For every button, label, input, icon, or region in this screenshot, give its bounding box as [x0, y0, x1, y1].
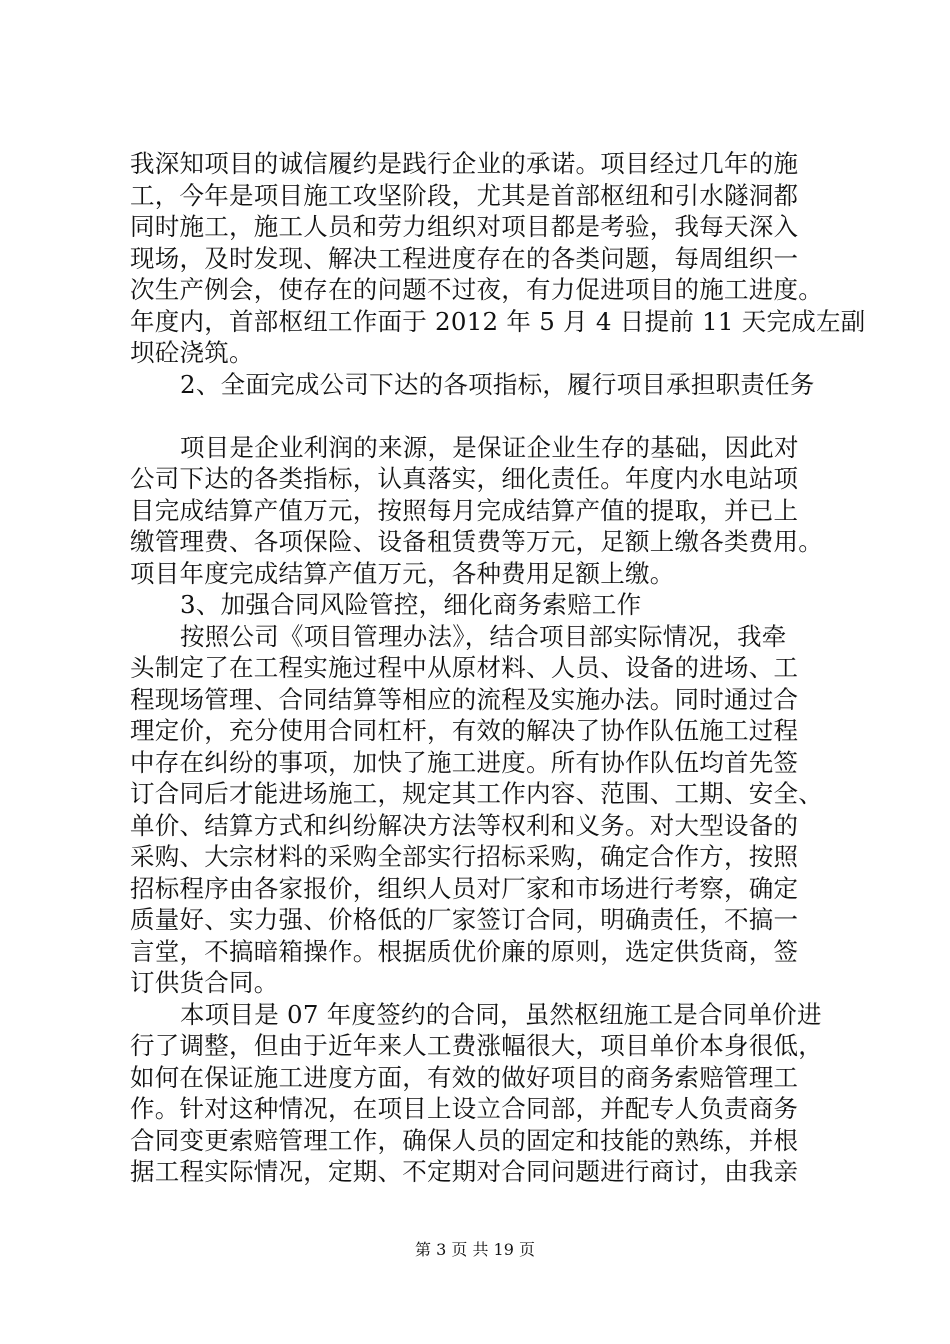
paragraph-line: 订供货合同。 [130, 968, 279, 997]
paragraph-line: 作。针对这种情况，在项目上设立合同部，并配专人负责商务 [130, 1094, 799, 1123]
paragraph-line: 次生产例会，使存在的问题不过夜，有力促进项目的施工进度。 [130, 275, 823, 304]
paragraph-line: 本项目是 07 年度签约的合同，虽然枢纽施工是合同单价进 [180, 999, 822, 1029]
paragraph-line: 中存在纠纷的事项，加快了施工进度。所有协作队伍均首先签 [130, 747, 799, 777]
paragraph-line: 订合同后才能进场施工，规定其工作内容、范围、工期、安全、 [130, 779, 823, 808]
paragraph-line: 目完成结算产值万元，按照每月完成结算产值的提取，并已上 [130, 495, 799, 525]
paragraph-line: 程现场管理、合同结算等相应的流程及实施办法。同时通过合 [130, 684, 799, 714]
paragraph-line: 招标程序由各家报价，组织人员对厂家和市场进行考察，确定 [130, 873, 799, 903]
paragraph-line: 公司下达的各类指标，认真落实，细化责任。年度内水电站项 [130, 464, 799, 493]
paragraph-line: 项目是企业利润的来源，是保证企业生存的基础，因此对 [180, 432, 799, 462]
paragraph-line: 年度内，首部枢纽工作面于 2012 年 5 月 4 日提前 11 天完成左副 [130, 306, 866, 336]
paragraph-line: 质量好、实力强、价格低的厂家签订合同，明确责任，不搞一 [130, 905, 799, 934]
paragraph-line: 项目年度完成结算产值万元，各种费用足额上缴。 [130, 558, 675, 588]
section-heading: 3、加强合同风险管控，细化商务索赔工作 [180, 590, 642, 619]
paragraph-line: 工，今年是项目施工攻坚阶段，尤其是首部枢纽和引水隧洞都 [130, 180, 799, 210]
paragraph-line: 言堂，不搞暗箱操作。根据质优价廉的原则，选定供货商，签 [130, 936, 799, 966]
paragraph-line: 缴管理费、各项保险、设备租赁费等万元，足额上缴各类费用。 [130, 527, 823, 556]
paragraph-line: 单价、结算方式和纠纷解决方法等权利和义务。对大型设备的 [130, 810, 799, 840]
paragraph-line: 理定价，充分使用合同杠杆，有效的解决了协作队伍施工过程 [130, 716, 799, 745]
paragraph-line: 我深知项目的诚信履约是践行企业的承诺。项目经过几年的施 [130, 149, 799, 178]
paragraph-line: 据工程实际情况，定期、不定期对合同问题进行商讨，由我亲 [130, 1157, 799, 1186]
paragraph-line: 坝砼浇筑。 [130, 338, 254, 367]
paragraph-line: 头制定了在工程实施过程中从原材料、人员、设备的进场、工 [130, 653, 799, 682]
paragraph-line: 合同变更索赔管理工作，确保人员的固定和技能的熟练，并根 [130, 1125, 799, 1155]
paragraph-line: 如何在保证施工进度方面，有效的做好项目的商务索赔管理工 [130, 1062, 799, 1092]
page-number-footer: 第 3 页 共 19 页 [415, 1240, 535, 1259]
paragraph-line: 行了调整，但由于近年来人工费涨幅很大，项目单价本身很低， [130, 1031, 823, 1060]
paragraph-line: 按照公司《项目管理办法》，结合项目部实际情况，我牵 [180, 621, 787, 651]
paragraph-line: 采购、大宗材料的采购全部实行招标采购，确定合作方，按照 [130, 842, 799, 871]
document-body [130, 148, 866, 1188]
section-heading: 2、全面完成公司下达的各项指标，履行项目承担职责任务 [180, 369, 815, 399]
paragraph-line: 同时施工，施工人员和劳力组织对项目都是考验，我每天深入 [130, 212, 799, 241]
paragraph-line: 现场，及时发现、解决工程进度存在的各类问题，每周组织一 [130, 243, 799, 273]
paragraph-gap [130, 400, 830, 432]
